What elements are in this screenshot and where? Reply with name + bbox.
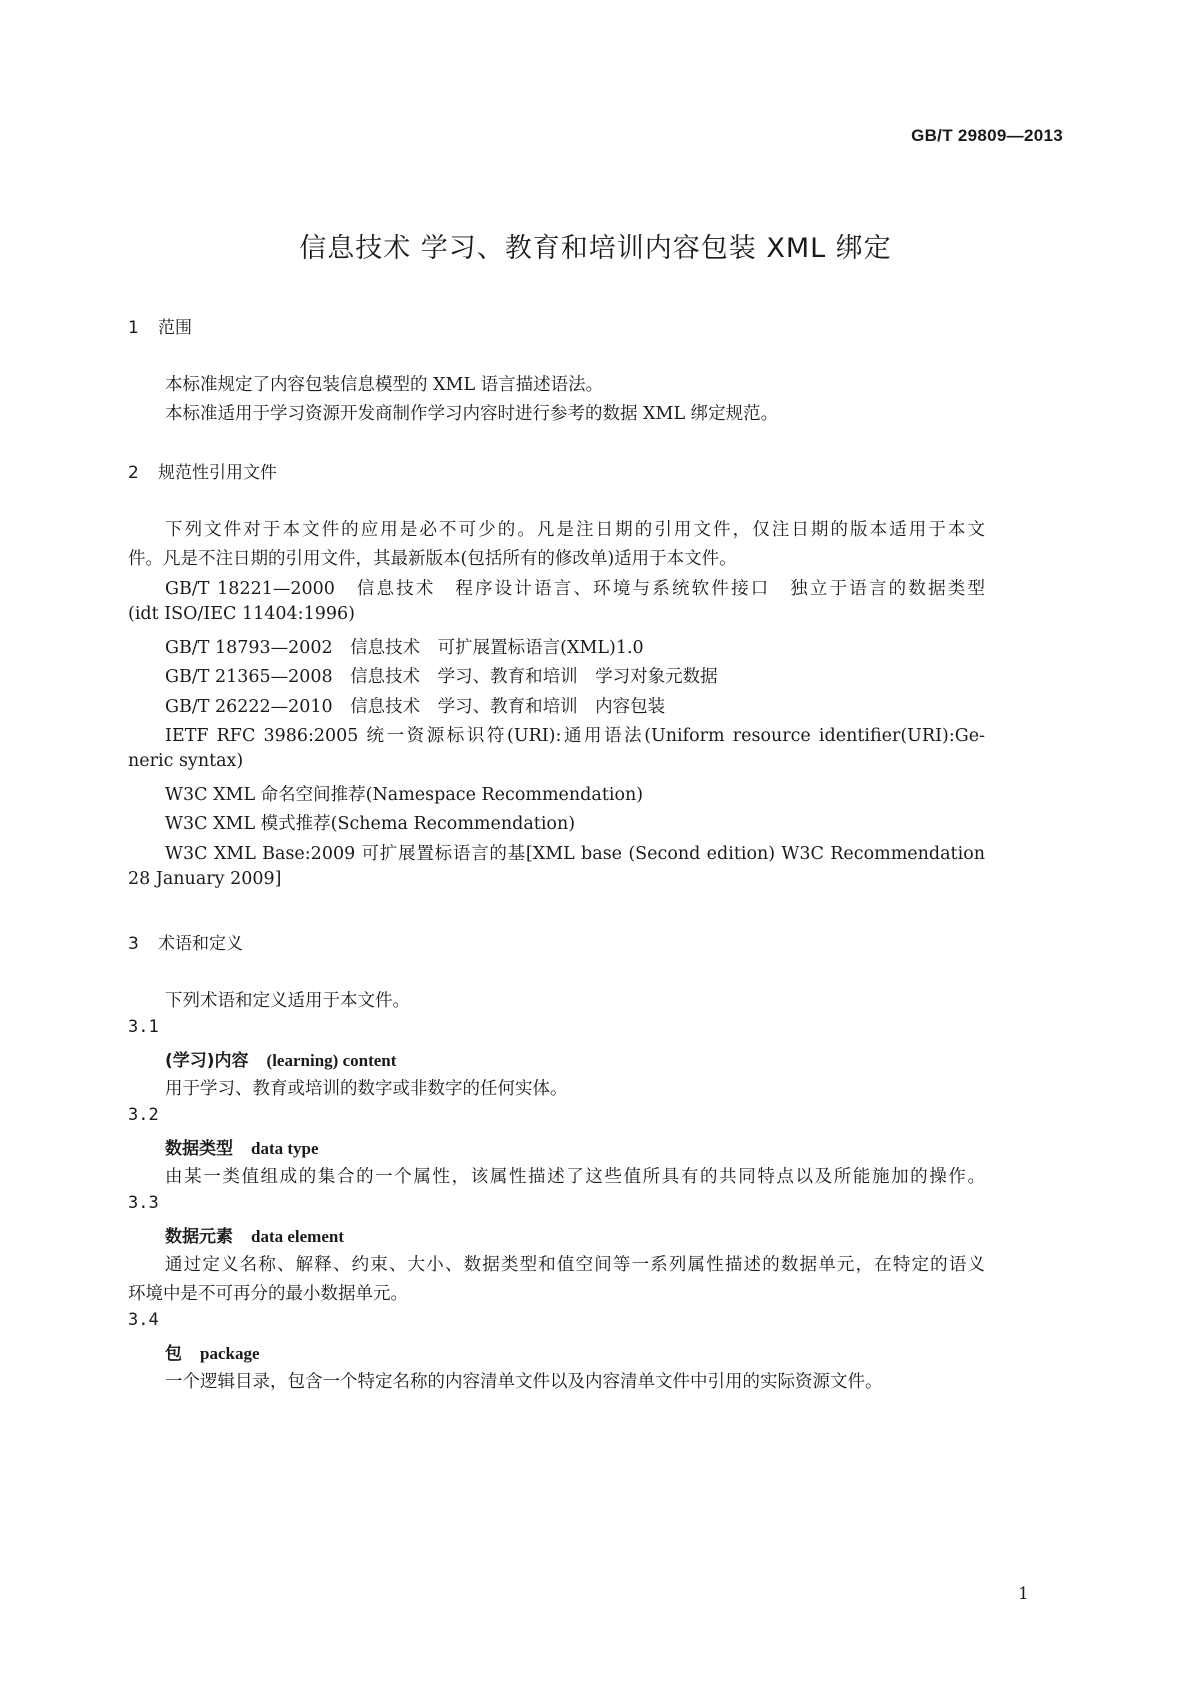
term-en: (learning) content [266,1051,397,1070]
term-definition: 由某一类值组成的集合的一个属性，该属性描述了这些值所具有的共同特点以及所能施加的操作。 [165,1167,985,1187]
section-title: 范围 [158,318,192,338]
reference-entry: IETF RFC 3986:2005 统一资源标识符(URI):通用语法(Uniform resource identifier(URI):Ge- [165,726,985,746]
term-heading [165,1222,344,1247]
term-heading [165,1046,396,1071]
reference-entry-continued: (idt ISO/IEC 11404:1996) [128,604,355,624]
paragraph: 下列术语和定义适用于本文件。 [165,991,410,1011]
term-en: data type [251,1139,319,1158]
term-definition: 用于学习、教育或培训的数字或非数字的任何实体。 [165,1079,568,1099]
section-number: 2 [128,463,139,483]
section-number: 3 [128,934,139,954]
reference-entry-continued: 28 January 2009] [128,869,282,889]
paragraph: 本标准适用于学习资源开发商制作学习内容时进行参考的数据 XML 绑定规范。 [165,404,779,424]
term-definition: 一个逻辑目录，包含一个特定名称的内容清单文件以及内容清单文件中引用的实际资源文件。 [165,1372,883,1392]
term-definition: 通过定义名称、解释、约束、大小、数据类型和值空间等一系列属性描述的数据单元，在特定的语义 [165,1255,985,1275]
section-number: 1 [128,318,139,338]
reference-entry: W3C XML 命名空间推荐(Namespace Recommendation) [165,785,644,805]
term-zh: 数据元素 [165,1227,233,1247]
reference-entry: W3C XML Base:2009 可扩展置标语言的基[XML base (Second edition) W3C Recommendation [165,844,985,864]
paragraph-line: 件。凡是不注日期的引用文件，其最新版本(包括所有的修改单)适用于本文件。 [128,549,737,569]
section-1-heading [128,313,192,338]
term-zh: 数据类型 [165,1139,233,1159]
section-title: 术语和定义 [158,934,243,954]
term-en: data element [251,1227,345,1246]
section-3-heading [128,929,243,954]
term-heading [165,1339,260,1364]
term-definition-continued: 环境中是不可再分的最小数据单元。 [128,1284,408,1304]
reference-entry: GB/T 26222—2010 信息技术 学习、教育和培训 内容包装 [165,697,666,717]
paragraph-line: 下列文件对于本文件的应用是必不可少的。凡是注日期的引用文件，仅注日期的版本适用于本文 [165,520,985,540]
section-2-heading [128,458,277,483]
term-number: 3.4 [128,1310,159,1330]
reference-entry-continued: neric syntax) [128,751,244,771]
term-number: 3.2 [128,1105,159,1125]
section-title: 规范性引用文件 [158,463,277,483]
term-zh: (学习)内容 [165,1051,249,1071]
term-en: package [200,1344,260,1363]
term-zh: 包 [165,1344,182,1364]
term-number: 3.1 [128,1017,159,1037]
reference-entry: GB/T 21365—2008 信息技术 学习、教育和培训 学习对象元数据 [165,667,718,687]
term-number: 3.3 [128,1193,159,1213]
standard-number: GB/T 29809—2013 [911,126,1063,145]
document-title: 信息技术 学习、教育和培训内容包装 XML 绑定 [299,233,892,264]
term-heading [165,1134,319,1159]
reference-entry: GB/T 18221—2000 信息技术 程序设计语言、环境与系统软件接口 独立于语言的数据类型 [165,579,985,599]
page-number: 1 [1018,1584,1029,1604]
reference-entry: W3C XML 模式推荐(Schema Recommendation) [165,814,576,834]
reference-entry: GB/T 18793—2002 信息技术 可扩展置标语言(XML)1.0 [165,638,644,658]
paragraph: 本标准规定了内容包装信息模型的 XML 语言描述语法。 [165,375,604,395]
